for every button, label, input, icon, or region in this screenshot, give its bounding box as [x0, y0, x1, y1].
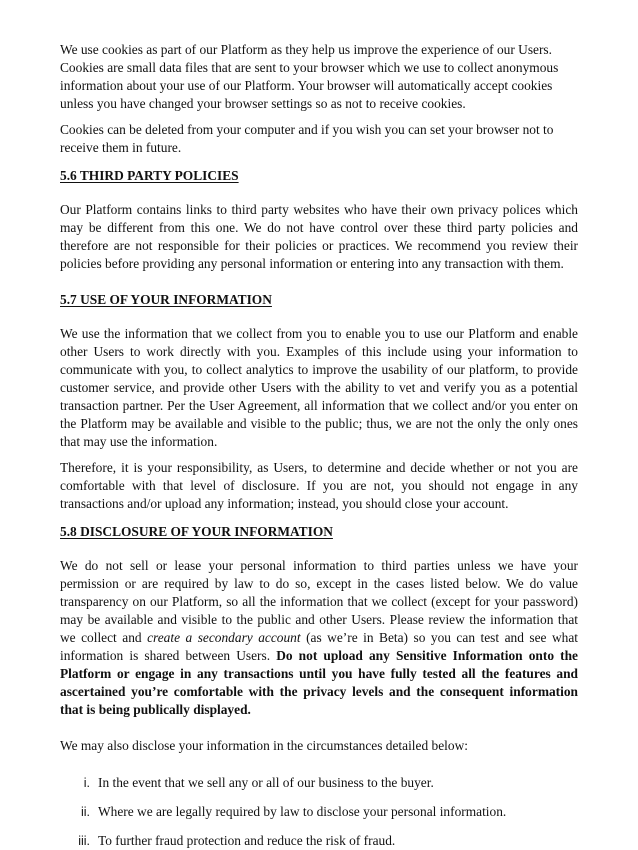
section-heading-5-8: 5.8 DISCLOSURE OF YOUR INFORMATION: [60, 524, 333, 539]
use-info-paragraph-2: Therefore, it is your responsibility, as Users, to determine and decide whether or not you are comfortable with that level of disclosure. If you are not, you should not engage in any transactions and/or upload any information; instead, you should close your account.: [60, 460, 578, 511]
disclosure-text-a: We do not sell or lease your personal information to third parties unless we have your permission or are required by law to do so, except in the cases listed below. We do value transparency on our Platform, so all the information that we collect (except for your password) may be available and visible to the public and other Users. Please review the information that we collect and: [60, 558, 578, 645]
list-item: [60, 774, 578, 792]
list-item-number: iii.: [78, 834, 90, 848]
use-info-paragraph-1: We use the information that we collect from you to enable you to use our Platform and enable other Users to work directly with you. Examples of this include using your information to communicate with you, to collect analytics to improve the usability of our platform, to provide customer service, and provide other Users with the ability to vet and verify you as a potential transaction partner. Per the User Agreement, all information that we collect and/or you enter on the Platform may be available and visible to the public; thus, we are not the only the only ones that may use the information.: [60, 326, 578, 449]
disclosure-paragraph-2: We may also disclose your information in the circumstances detailed below:: [60, 738, 468, 753]
cookies-paragraph-1: We use cookies as part of our Platform as they help us improve the experience of our Users. Cookies are small data files that are sent to your browser which we use to collect anonymous information about your use of our Platform. Your browser will automatically accept cookies unless you have changed your browser settings so as not to receive cookies.: [60, 42, 559, 111]
list-item-text: Where we are legally required by law to disclose your personal information.: [98, 804, 507, 819]
disclosure-emphasis: create a secondary account: [147, 630, 301, 645]
disclosure-text-b: (as we’re in Beta) so you can test and see what information is shared between Users.: [60, 630, 578, 663]
list-item: [60, 803, 578, 821]
disclosure-paragraph-1: [60, 557, 578, 719]
disclosure-circumstances-list: [60, 774, 578, 850]
disclosure-warning: Do not upload any Sensitive Information onto the Platform or engage in any transactions until you have fully tested all the features and ascertained you’re comfortable with the privacy levels and the consequent information that is being publically displayed.: [60, 648, 578, 717]
cookies-paragraph-2: Cookies can be deleted from your computer and if you wish you can set your browser not to receive them in future.: [60, 122, 554, 155]
section-heading-5-6: 5.6 THIRD PARTY POLICIES: [60, 168, 239, 183]
list-item-number: i.: [83, 776, 90, 790]
list-item-text: To further fraud protection and reduce the risk of fraud.: [98, 833, 396, 848]
list-item-text: In the event that we sell any or all of our business to the buyer.: [98, 775, 434, 790]
third-party-paragraph: Our Platform contains links to third party websites who have their own privacy polices which may be different from this one. We do not have control over these third party policies and therefore are not responsible for their policies or practices. We recommend you review their policies before providing any personal information or entering into any transaction with them.: [60, 202, 578, 271]
section-heading-5-7: 5.7 USE OF YOUR INFORMATION: [60, 292, 272, 307]
list-item-number: ii.: [80, 805, 90, 819]
list-item: [60, 832, 578, 850]
